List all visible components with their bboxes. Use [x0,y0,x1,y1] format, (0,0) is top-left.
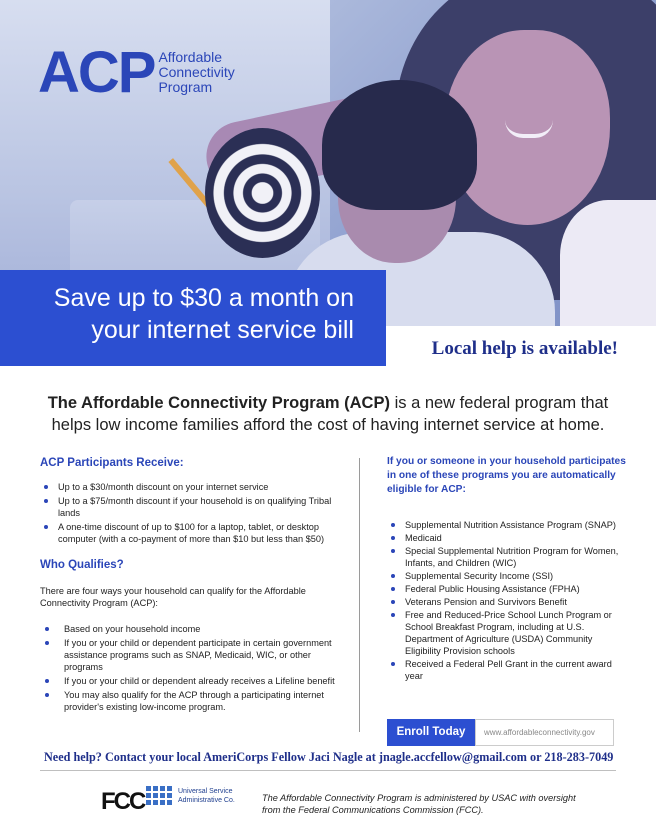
qualifies-intro: There are four ways your household can qualify for the Affordable Connectivity Program (ACP): [40,586,306,608]
logo-wordmark: Affordable Connectivity Program [158,49,235,95]
contact-line: Need help? Contact your local AmeriCorps Fellow Jaci Nagle at jnagle.accfellow@gmail.com or 218-283-7049 [44,750,614,764]
list-item: A one-time discount of up to $100 for a laptop, tablet, or desktop computer (with a co-payment of more than $10 but less than $50) [40,521,350,545]
local-help-heading: Local help is available! [431,338,618,359]
logo-mark: ACP [38,40,155,105]
left-column [40,457,350,715]
list-item: If you or your child or dependent participate in certain government assistance programs such as SNAP, Medicaid, WIC, or other programs [40,637,350,673]
fcc-logo: FCC [101,788,145,815]
usac-logo [146,786,235,805]
banner-line-2: your internet service bill [91,316,354,344]
list-item: Special Supplemental Nutrition Program for Women, Infants, and Children (WIC) [387,545,627,569]
intro-bold: The Affordable Connectivity Program (ACP) [47,394,390,412]
usac-wordmark: Universal Service Administrative Co. [178,787,235,804]
list-item: Received a Federal Pell Grant in the current award year [387,658,627,682]
list-item: Medicaid [387,532,627,544]
participants-list [40,481,350,545]
footer [0,780,656,830]
administration-note: The Affordable Connectivity Program is administered by USAC with oversight from the Federal Communications Commission (FCC). [262,793,576,815]
list-item: Up to a $30/month discount on your internet service [40,481,350,493]
footer-divider [40,770,616,771]
enroll-box [387,719,614,746]
list-item: If you or your child or dependent already receives a Lifeline benefit [40,675,350,687]
list-item: Veterans Pension and Survivors Benefit [387,596,627,608]
participants-heading: ACP Participants Receive: [40,457,184,469]
right-column [387,455,627,683]
savings-banner [0,270,386,366]
eligible-list [387,519,627,682]
list-item: Based on your household income [40,623,350,635]
list-item: You may also qualify for the ACP through a participating internet provider's existing low-income program. [40,689,350,713]
intro-text: is a new federal program that helps low income families afford the cost of having internet service at home. [51,394,609,434]
banner-line-1: Save up to $30 a month on [53,284,354,312]
enroll-button[interactable]: Enroll Today [387,719,475,746]
qualifies-list [40,623,350,713]
list-item: Supplemental Security Income (SSI) [387,570,627,582]
column-divider [359,458,360,732]
list-item: Federal Public Housing Assistance (FPHA) [387,583,627,595]
usac-icon [146,786,172,805]
acp-logo [38,40,235,105]
enroll-url-link[interactable]: www.affordableconnectivity.gov [475,719,614,746]
eligible-heading: If you or someone in your household participates in one of these programs you are automatically eligible for ACP: [387,456,626,495]
list-item: Supplemental Nutrition Assistance Program (SNAP) [387,519,627,531]
qualifies-heading: Who Qualifies? [40,559,124,571]
list-item: Free and Reduced-Price School Lunch Program or School Breakfast Program, including at U.S. Department of Agriculture (USDA) Community Eligibility Provision schools [387,609,627,657]
list-item: Up to a $75/month discount if your household is on qualifying Tribal lands [40,495,350,519]
intro-paragraph [30,392,626,436]
